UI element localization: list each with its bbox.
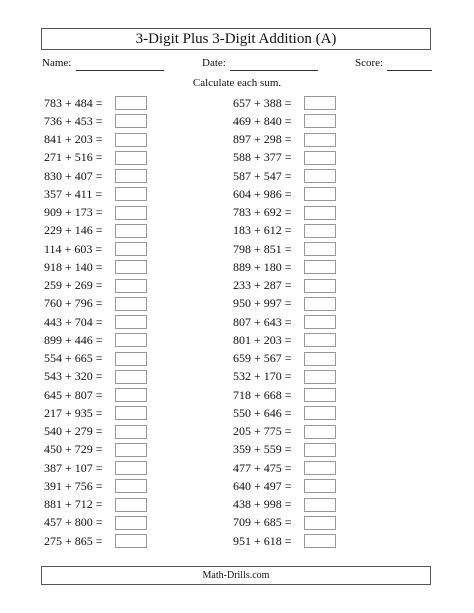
footer-text: Math-Drills.com <box>202 570 270 581</box>
problem-text: 532 + 170 = <box>233 369 292 384</box>
answer-box[interactable] <box>304 260 336 274</box>
answer-box[interactable] <box>115 461 147 475</box>
problem-text: 604 + 986 = <box>233 186 292 201</box>
problem-text: 438 + 998 = <box>233 497 292 512</box>
problem-text: 640 + 497 = <box>233 478 292 493</box>
problem-row <box>44 423 147 441</box>
answer-box[interactable] <box>115 260 147 274</box>
problem-row <box>44 295 147 313</box>
problem-row <box>233 532 336 550</box>
problem-text: 391 + 756 = <box>44 478 103 493</box>
problem-text: 469 + 840 = <box>233 113 292 128</box>
answer-box[interactable] <box>304 443 336 457</box>
answer-box[interactable] <box>115 206 147 220</box>
answer-box[interactable] <box>304 242 336 256</box>
problem-text: 587 + 547 = <box>233 168 292 183</box>
problem-row <box>233 313 336 331</box>
problem-text: 357 + 411 = <box>44 186 103 201</box>
answer-box[interactable] <box>115 242 147 256</box>
answer-box[interactable] <box>304 352 336 366</box>
problem-row <box>233 258 336 276</box>
problem-row <box>233 441 336 459</box>
answer-box[interactable] <box>304 224 336 238</box>
problem-text: 918 + 140 = <box>44 259 103 274</box>
problem-row <box>44 404 147 422</box>
problem-row <box>233 514 336 532</box>
problem-text: 205 + 775 = <box>233 424 292 439</box>
answer-box[interactable] <box>115 315 147 329</box>
problem-row <box>44 459 147 477</box>
problem-text: 950 + 997 = <box>233 296 292 311</box>
problem-text: 807 + 643 = <box>233 314 292 329</box>
problem-row <box>233 477 336 495</box>
problem-row <box>233 423 336 441</box>
problem-row <box>233 404 336 422</box>
problem-row <box>44 167 147 185</box>
problem-row <box>44 368 147 386</box>
answer-box[interactable] <box>115 151 147 165</box>
answer-box[interactable] <box>115 224 147 238</box>
problem-row <box>44 131 147 149</box>
problem-text: 554 + 665 = <box>44 351 103 366</box>
answer-box[interactable] <box>115 169 147 183</box>
answer-box[interactable] <box>115 133 147 147</box>
problem-text: 183 + 612 = <box>233 223 292 238</box>
problem-row <box>44 204 147 222</box>
problem-row <box>44 277 147 295</box>
problem-row <box>44 185 147 203</box>
problem-text: 709 + 685 = <box>233 515 292 530</box>
problem-text: 645 + 807 = <box>44 387 103 402</box>
problem-row <box>44 94 147 112</box>
problem-row <box>44 112 147 130</box>
problem-row <box>233 131 336 149</box>
answer-box[interactable] <box>304 151 336 165</box>
score-field[interactable] <box>387 70 432 71</box>
answer-box[interactable] <box>304 297 336 311</box>
problem-text: 271 + 516 = <box>44 150 103 165</box>
problem-row <box>233 112 336 130</box>
answer-box[interactable] <box>304 479 336 493</box>
problem-text: 657 + 388 = <box>233 95 292 110</box>
title-text: 3-Digit Plus 3-Digit Addition (A) <box>135 30 337 47</box>
problem-text: 798 + 851 = <box>233 241 292 256</box>
problem-text: 229 + 146 = <box>44 223 103 238</box>
worksheet-title <box>41 28 431 50</box>
info-row <box>0 57 474 73</box>
answer-box[interactable] <box>304 425 336 439</box>
problem-text: 550 + 646 = <box>233 405 292 420</box>
problem-row <box>44 386 147 404</box>
problem-row <box>233 240 336 258</box>
problem-row <box>233 185 336 203</box>
problems-column-right <box>233 94 336 550</box>
answer-box[interactable] <box>304 279 336 293</box>
problem-text: 217 + 935 = <box>44 405 103 420</box>
problem-text: 359 + 559 = <box>233 442 292 457</box>
problem-text: 736 + 453 = <box>44 113 103 128</box>
instructions: Calculate each sum. <box>192 77 282 89</box>
problem-row <box>233 350 336 368</box>
problem-text: 540 + 279 = <box>44 424 103 439</box>
answer-box[interactable] <box>304 133 336 147</box>
problem-row <box>44 514 147 532</box>
problem-text: 841 + 203 = <box>44 132 103 147</box>
problem-text: 889 + 180 = <box>233 259 292 274</box>
answer-box[interactable] <box>304 206 336 220</box>
answer-box[interactable] <box>115 498 147 512</box>
answer-box[interactable] <box>304 534 336 548</box>
problem-text: 909 + 173 = <box>44 205 103 220</box>
problem-text: 233 + 287 = <box>233 278 292 293</box>
problem-row <box>44 149 147 167</box>
answer-box[interactable] <box>115 352 147 366</box>
problem-text: 760 + 796 = <box>44 296 103 311</box>
problem-row <box>233 295 336 313</box>
answer-box[interactable] <box>115 370 147 384</box>
problem-text: 801 + 203 = <box>233 332 292 347</box>
problem-text: 114 + 603 = <box>44 241 103 256</box>
problem-row <box>44 496 147 514</box>
problem-row <box>233 368 336 386</box>
problem-text: 259 + 269 = <box>44 278 103 293</box>
problem-text: 951 + 618 = <box>233 533 292 548</box>
answer-box[interactable] <box>304 406 336 420</box>
problem-text: 457 + 800 = <box>44 515 103 530</box>
problem-text: 588 + 377 = <box>233 150 292 165</box>
problem-row <box>233 386 336 404</box>
answer-box[interactable] <box>115 425 147 439</box>
problem-text: 830 + 407 = <box>44 168 103 183</box>
problem-text: 275 + 865 = <box>44 533 103 548</box>
answer-box[interactable] <box>115 516 147 530</box>
answer-box[interactable] <box>304 187 336 201</box>
problem-text: 783 + 692 = <box>233 205 292 220</box>
name-label: Name: <box>42 57 72 69</box>
problem-text: 659 + 567 = <box>233 351 292 366</box>
answer-box[interactable] <box>304 388 336 402</box>
answer-box[interactable] <box>304 461 336 475</box>
answer-box[interactable] <box>115 534 147 548</box>
answer-box[interactable] <box>115 297 147 311</box>
problem-row <box>44 313 147 331</box>
date-field[interactable] <box>230 70 318 71</box>
answer-box[interactable] <box>115 479 147 493</box>
problem-row <box>233 149 336 167</box>
answer-box[interactable] <box>304 96 336 110</box>
problem-row <box>233 204 336 222</box>
score-label: Score: <box>355 57 384 69</box>
problem-row <box>233 94 336 112</box>
date-label: Date: <box>202 57 226 69</box>
answer-box[interactable] <box>115 279 147 293</box>
answer-box[interactable] <box>304 516 336 530</box>
problem-row <box>233 331 336 349</box>
problem-text: 718 + 668 = <box>233 387 292 402</box>
problem-row <box>233 167 336 185</box>
problem-row <box>44 441 147 459</box>
problem-row <box>233 222 336 240</box>
answer-box[interactable] <box>115 443 147 457</box>
problem-text: 899 + 446 = <box>44 332 103 347</box>
footer <box>41 566 431 585</box>
problem-row <box>44 350 147 368</box>
problem-text: 477 + 475 = <box>233 460 292 475</box>
answer-box[interactable] <box>304 114 336 128</box>
answer-box[interactable] <box>115 96 147 110</box>
problem-row <box>44 240 147 258</box>
problem-text: 443 + 704 = <box>44 314 103 329</box>
answer-box[interactable] <box>304 498 336 512</box>
answer-box[interactable] <box>115 388 147 402</box>
problem-row <box>44 477 147 495</box>
problem-text: 881 + 712 = <box>44 497 103 512</box>
problem-text: 897 + 298 = <box>233 132 292 147</box>
problem-text: 387 + 107 = <box>44 460 103 475</box>
problem-row <box>233 459 336 477</box>
answer-box[interactable] <box>304 315 336 329</box>
answer-box[interactable] <box>304 370 336 384</box>
problems-column-left <box>44 94 147 550</box>
answer-box[interactable] <box>115 406 147 420</box>
problem-text: 783 + 484 = <box>44 95 103 110</box>
problem-text: 450 + 729 = <box>44 442 103 457</box>
problem-row <box>44 222 147 240</box>
problem-row <box>44 331 147 349</box>
problem-row <box>44 532 147 550</box>
name-field[interactable] <box>76 70 164 71</box>
answer-box[interactable] <box>115 333 147 347</box>
answer-box[interactable] <box>304 169 336 183</box>
problem-text: 543 + 320 = <box>44 369 103 384</box>
problem-row <box>44 258 147 276</box>
problem-row <box>233 277 336 295</box>
answer-box[interactable] <box>115 187 147 201</box>
answer-box[interactable] <box>115 114 147 128</box>
problem-row <box>233 496 336 514</box>
answer-box[interactable] <box>304 333 336 347</box>
